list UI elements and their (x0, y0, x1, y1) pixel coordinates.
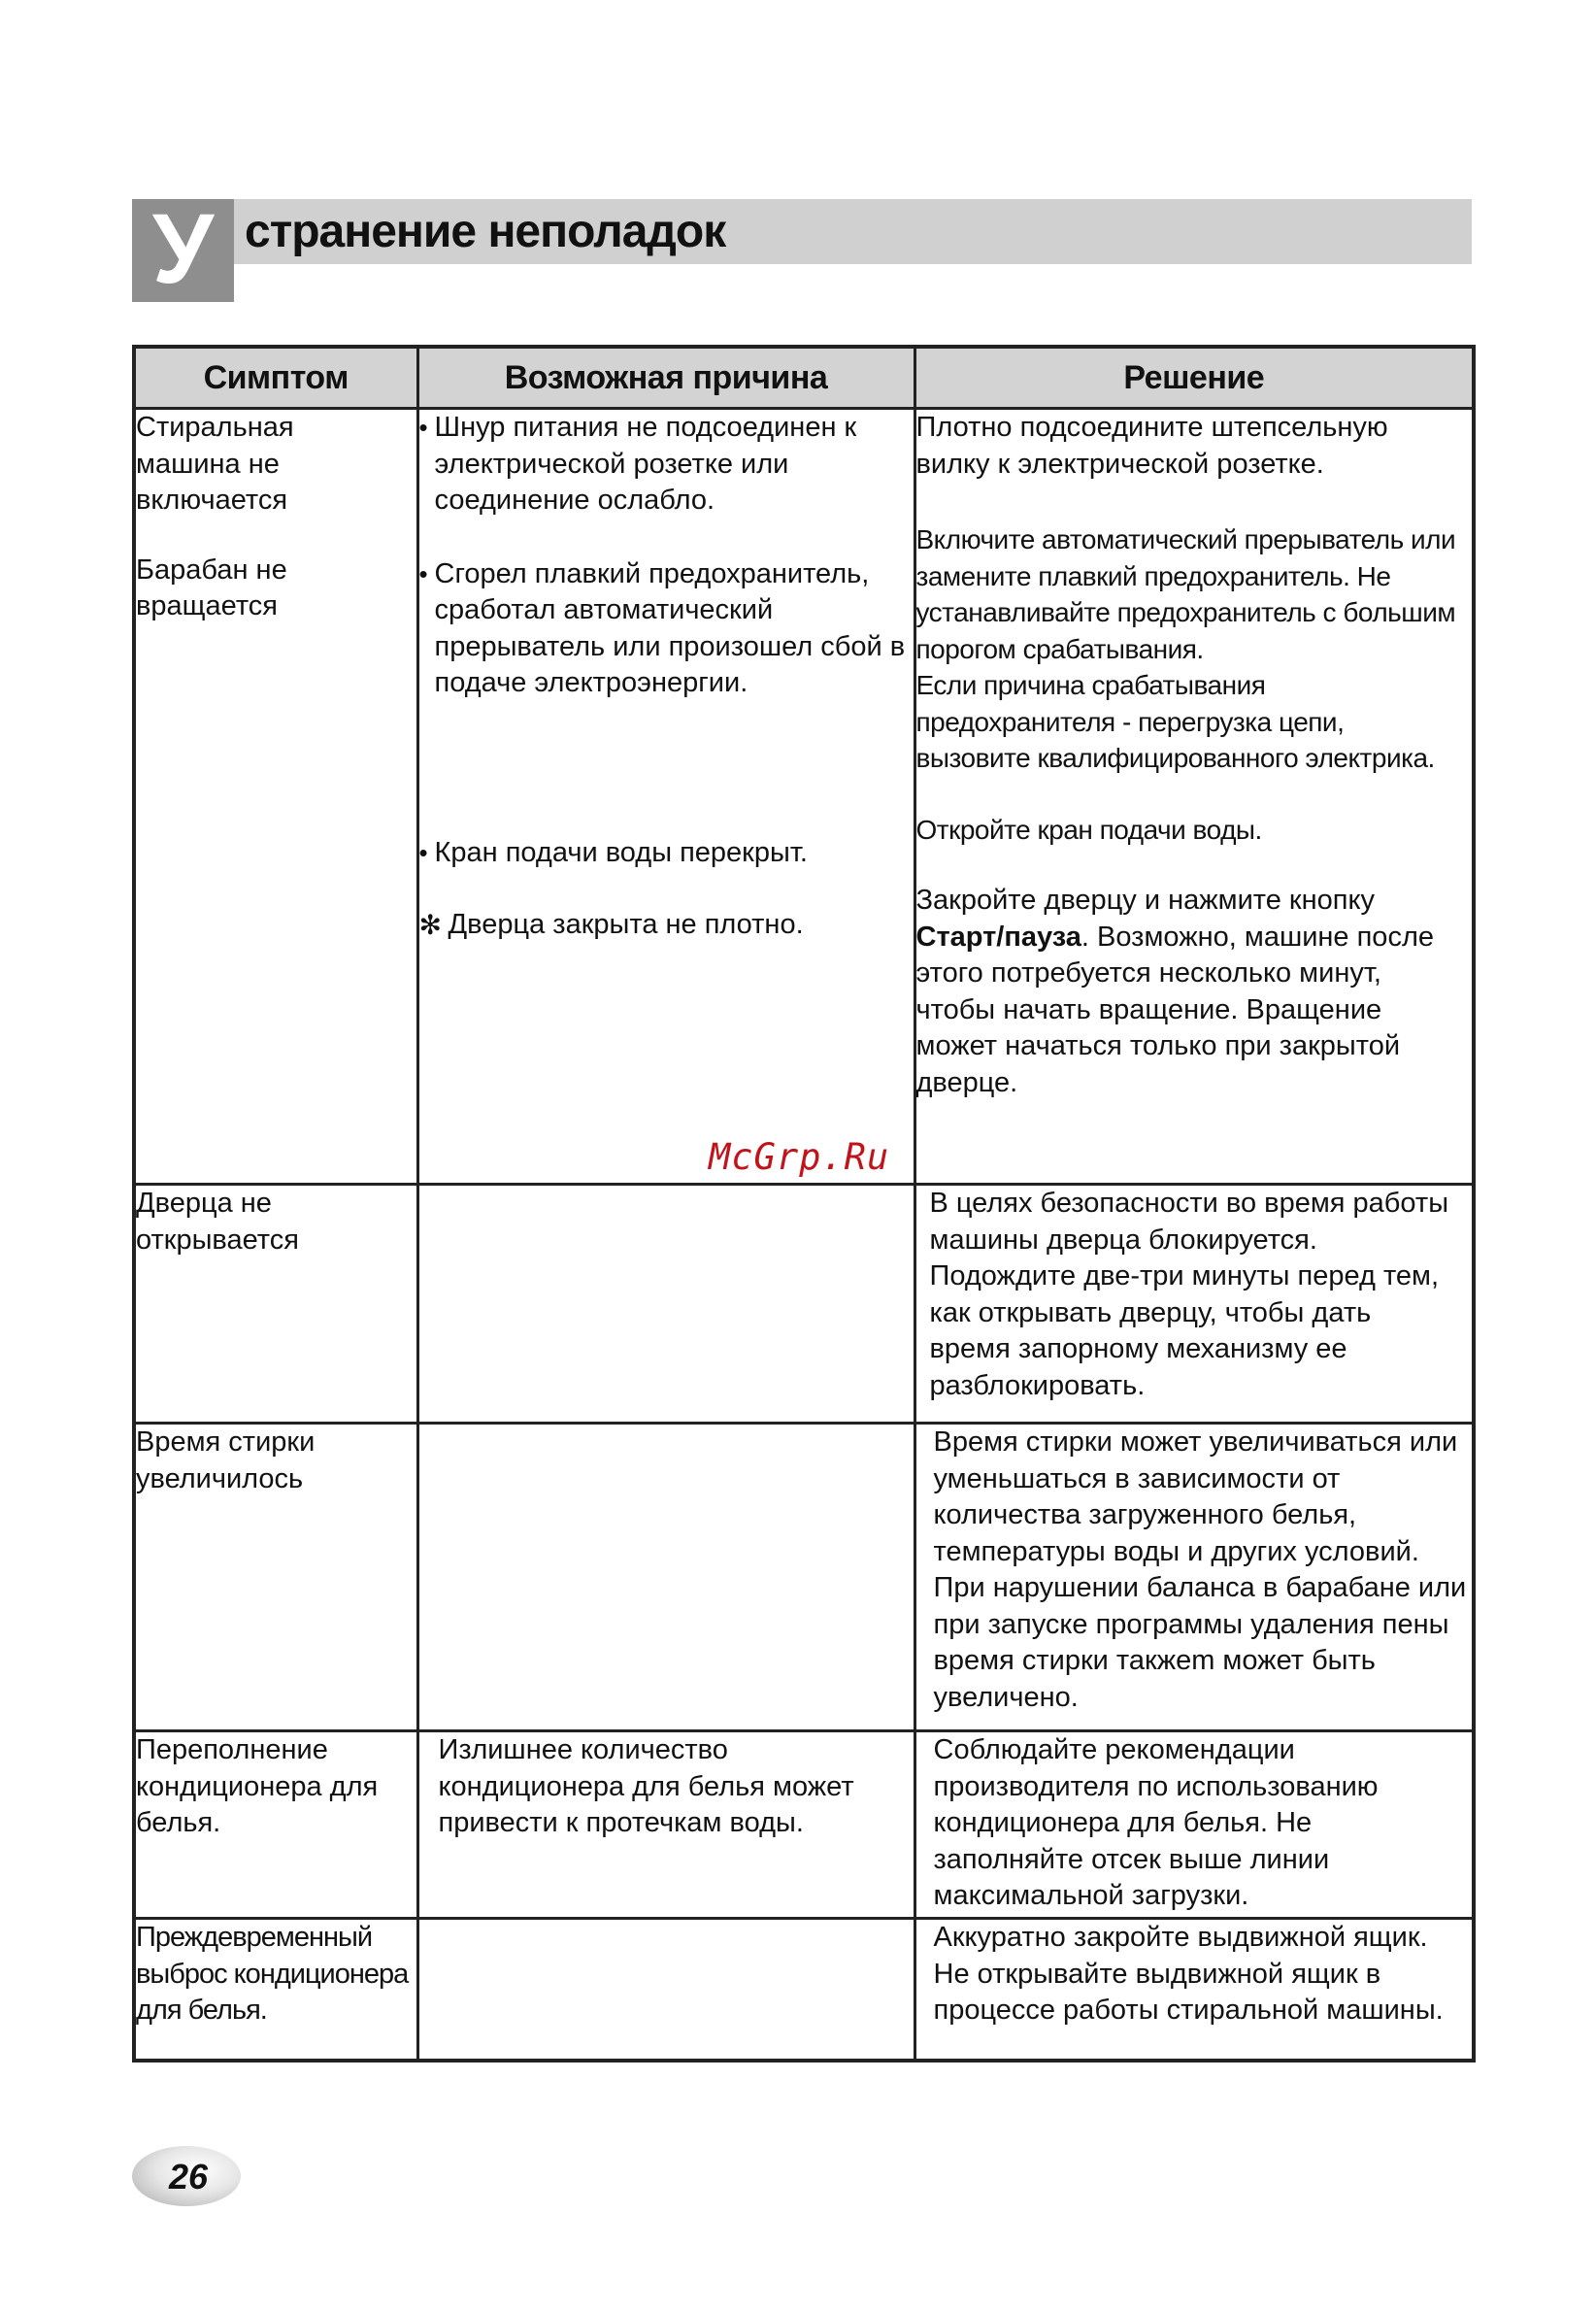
bullet-icon: • (418, 837, 428, 867)
cause-cell (417, 1919, 914, 2062)
title-initial-box (132, 193, 234, 304)
cause-cell (417, 409, 914, 1185)
table-row (134, 1731, 1474, 1919)
solution-text: В целях безопасности во время работы машины дверца блокируется. Подождите две-три минуты перед тем, как открывать дверцу, чтобы дать время запорному механизму ее разблокировать. (929, 1188, 1449, 1401)
solution-cell (914, 1424, 1474, 1731)
page-title-bar (132, 193, 1472, 304)
solution-cell (914, 1731, 1474, 1919)
cause-item (419, 907, 914, 944)
column-header-cause: Возможная причина (417, 347, 914, 409)
page-title: странение неполадок (245, 206, 726, 257)
table-row (134, 1185, 1474, 1424)
solution-text: Откройте кран подачи воды. (915, 814, 1262, 845)
start-pause-label: Старт/пауза (915, 921, 1081, 953)
cause-text: Излишнее количество кондиционера для белья может привести к протечкам воды. (438, 1734, 854, 1838)
cause-text: Шнур питания не подсоединен к электрической розетке или соединение ослабло. (434, 412, 857, 516)
solution-text (916, 883, 1441, 1101)
solution-text-part: Закройте дверцу и нажмите кнопку (915, 885, 1375, 916)
solution-text: Плотно подсоедините штепсельную вилку к электрической розетке. (915, 412, 1388, 480)
symptom-text: Барабан не вращается (136, 553, 287, 621)
symptom-cell (134, 1185, 417, 1424)
solution-cell (914, 409, 1474, 1185)
cause-cell (417, 1424, 914, 1731)
watermark-text: McGrp.Ru (709, 1136, 890, 1178)
symptom-text: Время стирки увеличилось (136, 1426, 316, 1494)
asterisk-icon: ✻ (418, 910, 442, 940)
cause-item (419, 410, 914, 520)
bullet-icon: • (418, 413, 428, 442)
table-row (134, 1919, 1474, 2062)
symptom-cell (134, 1919, 417, 2062)
column-header-solution: Решение (914, 347, 1474, 409)
page-number-badge (132, 2146, 241, 2206)
symptom-cell (134, 1731, 417, 1919)
cause-text: Кран подачи воды перекрыт. (434, 836, 808, 868)
solution-cell (914, 1185, 1474, 1424)
solution-text: Если причина срабатывания предохранителя - перегрузка цепи, вызовите квалифицированного электрика. (915, 670, 1435, 773)
solution-text: Аккуратно закройте выдвижной ящик. Не открывайте выдвижной ящик в процессе работы стиральной машины. (933, 1922, 1444, 2026)
solution-text: Включите автоматический прерыватель или замените плавкий предохранитель. Не устанавливайте предохранитель с большим порогом срабатывания. (915, 524, 1456, 664)
symptom-cell (134, 409, 417, 1185)
solution-text-part: . Возможно, машине после этого потребуется несколько минут, чтобы начать вращение. Вращение может начаться только при закрытой дверце. (915, 921, 1434, 1098)
cause-text: Сгорел плавкий предохранитель, сработал автоматический прерыватель или произошел сбой в подаче электроэнергии. (434, 557, 906, 698)
table-row (134, 1424, 1474, 1731)
table-row (134, 409, 1474, 1185)
cause-item (419, 556, 914, 702)
bullet-icon: • (418, 558, 428, 588)
table-header-row (134, 347, 1474, 409)
solution-text: Соблюдайте рекомендации производителя по использованию кондиционера для белья. Не заполняйте отсек выше линии максимальной загрузки. (933, 1734, 1379, 1911)
cause-item (419, 835, 914, 872)
column-header-symptom: Симптом (134, 347, 417, 409)
symptom-text: Переполнение кондиционера для белья. (136, 1734, 379, 1838)
solution-cell (914, 1919, 1474, 2062)
symptom-text: Дверца не открывается (136, 1188, 299, 1256)
page-number: 26 (169, 2157, 209, 2197)
symptom-text: Стиральная машина не включается (136, 412, 294, 516)
symptom-text: Преждевременный выброс кондиционера для белья. (136, 1922, 409, 2026)
symptom-cell (134, 1424, 417, 1731)
cause-cell (417, 1185, 914, 1424)
troubleshooting-table (132, 345, 1476, 2062)
cause-text: Дверца закрыта не плотно. (448, 909, 804, 940)
cause-cell (417, 1731, 914, 1919)
solution-text: Время стирки может увеличиваться или уменьшаться в зависимости от количества загруженного белья, температуры воды и других условий. При нарушении баланса в барабане или при запуске программы удаления пены время стирки такжеm может быть увеличено. (933, 1426, 1467, 1713)
title-initial-letter: У (151, 193, 215, 304)
